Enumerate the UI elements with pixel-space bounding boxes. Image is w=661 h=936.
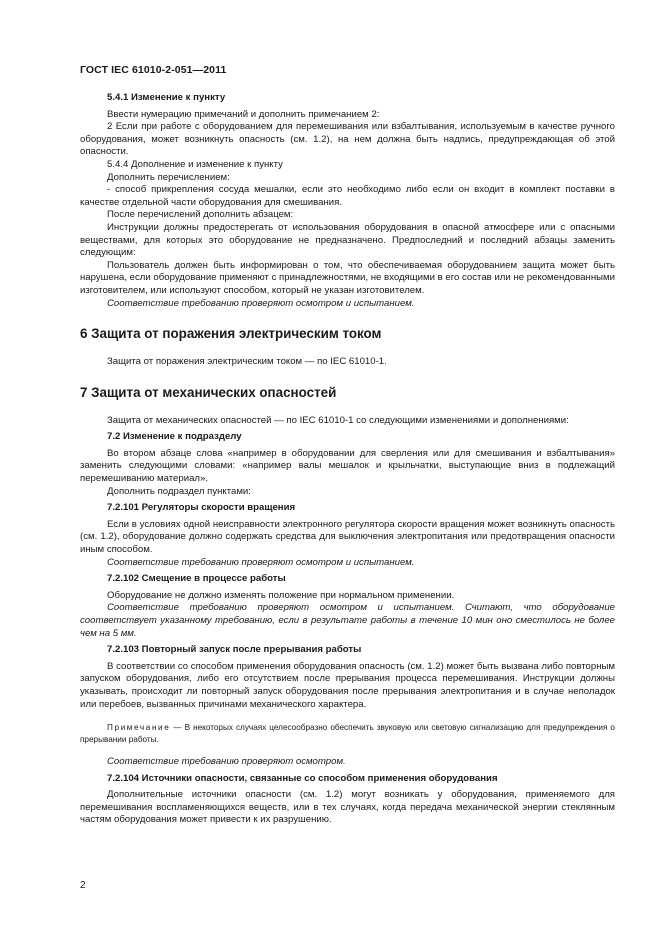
paragraph: Если в условиях одной неисправности электронного регулятора скорости вращения может возникнуть опасность (см. 1.2), оборудование должно содержать средства для выключения электропитания или предотвращения опасности иным способом. (80, 518, 615, 556)
compliance-note: Соответствие требованию проверяют осмотром и испытанием. (107, 297, 415, 309)
section-heading-6: 6 Защита от поражения электрическим током (80, 326, 382, 342)
note-text: — В некоторых случаях целесообразно обеспечить звуковую или световую сигнализацию для предупреждения о прерывании работы. (80, 723, 615, 744)
paragraph: Защита от механических опасностей — по IEC 61010-1 со следующими изменениями и дополнениями: (107, 414, 569, 426)
subsection-heading-7-2: 7.2 Изменение к подразделу (107, 431, 242, 443)
compliance-note: Соответствие требованию проверяют осмотром. (107, 755, 346, 767)
paragraph: Дополнительные источники опасности (см. 1.2) могут возникать у оборудования, применяемого для перемешивания воспламеняющихся веществ, или в тех случаях, когда передача механической энергии стеклянным частям оборудования может привести к их разрушению. (80, 789, 615, 826)
subsection-heading-7-2-102: 7.2.102 Смещение в процессе работы (107, 573, 286, 585)
paragraph: Оборудование не должно изменять положение при нормальном применении. (107, 589, 455, 601)
note-label: Примечание (107, 723, 171, 733)
paragraph: Ввести нумерацию примечаний и дополнить примечанием 2: (107, 108, 380, 120)
document-body (80, 92, 615, 827)
page-number: 2 (80, 880, 86, 891)
subsection-heading-5-4-4: 5.4.4 Дополнение и изменение к пункту (107, 158, 283, 170)
section-heading-7: 7 Защита от механических опасностей (80, 384, 337, 400)
subsection-heading-5-4-1: 5.4.1 Изменение к пункту (107, 92, 226, 103)
paragraph: Дополнить перечислением: (107, 171, 230, 183)
subsection-heading-7-2-104: 7.2.104 Источники опасности, связанные со способом применения оборудования (107, 772, 498, 784)
paragraph: Во втором абзаце слова «например в оборудовании для сверления или для смешивания и взбалтывания» заменить следующими словами: «например валы мешалок и крыльчатки, выступающие вниз в подлежащий перемешиванию материал». (80, 447, 615, 485)
subsection-heading-7-2-101: 7.2.101 Регуляторы скорости вращения (107, 502, 296, 514)
paragraph: 2 Если при работе с оборудованием для перемешивания или взбалтывания, используемым в качестве ручного оборудования, может возникнуть опасность (см. 1.2), на нем должна быть надпись, предупреждающая об этой опасности. (80, 121, 615, 158)
paragraph: Защита от поражения электрическим током — по IEC 61010-1. (107, 356, 387, 368)
compliance-note: Соответствие требованию проверяют осмотром и испытанием. Считают, что оборудование соответствует указанному требованию, если в результате работы в течение 10 мин оно сместилось не более чем на 5 мм. (80, 602, 615, 639)
paragraph: В соответствии со способом применения оборудования опасность (см. 1.2) может быть вызвана либо повторным запуском оборудования, либо его отсутствием после прерывания процесса перемешивания. Инструкции должны указывать, происходит ли повторный запуск оборудования после прерывания электропитания и в случае неполадок или перебоев, вызванных причинами механического характера. (80, 660, 615, 710)
paragraph: Пользователь должен быть информирован о том, что обеспечиваемая оборудованием защита может быть нарушена, если оборудование применяют с принадлежностями, не входящими в его состав или не рекомендованными изготовителем, или используют способом, который не указан изготовителем. (80, 259, 615, 296)
paragraph: После перечислений дополнить абзацем: (107, 209, 294, 221)
compliance-note: Соответствие требованию проверяют осмотром и испытанием. (107, 556, 415, 568)
document-header: ГОСТ IEC 61010-2-051—2011 (80, 64, 227, 76)
paragraph: Инструкции должны предостерегать от использования оборудования в опасной атмосфере или с опасными веществами, для которых это оборудование не предназначено. Предпоследний и последний абзацы заменить следующим: (80, 221, 615, 259)
list-item: - способ прикрепления сосуда мешалки, если это необходимо либо если он входит в комплект поставки в качестве отдельной части оборудования для смешивания. (80, 184, 615, 208)
subsection-heading-7-2-103: 7.2.103 Повторный запуск после прерывания работы (107, 644, 362, 656)
note (80, 722, 615, 745)
paragraph: Дополнить подраздел пунктами: (107, 485, 251, 497)
